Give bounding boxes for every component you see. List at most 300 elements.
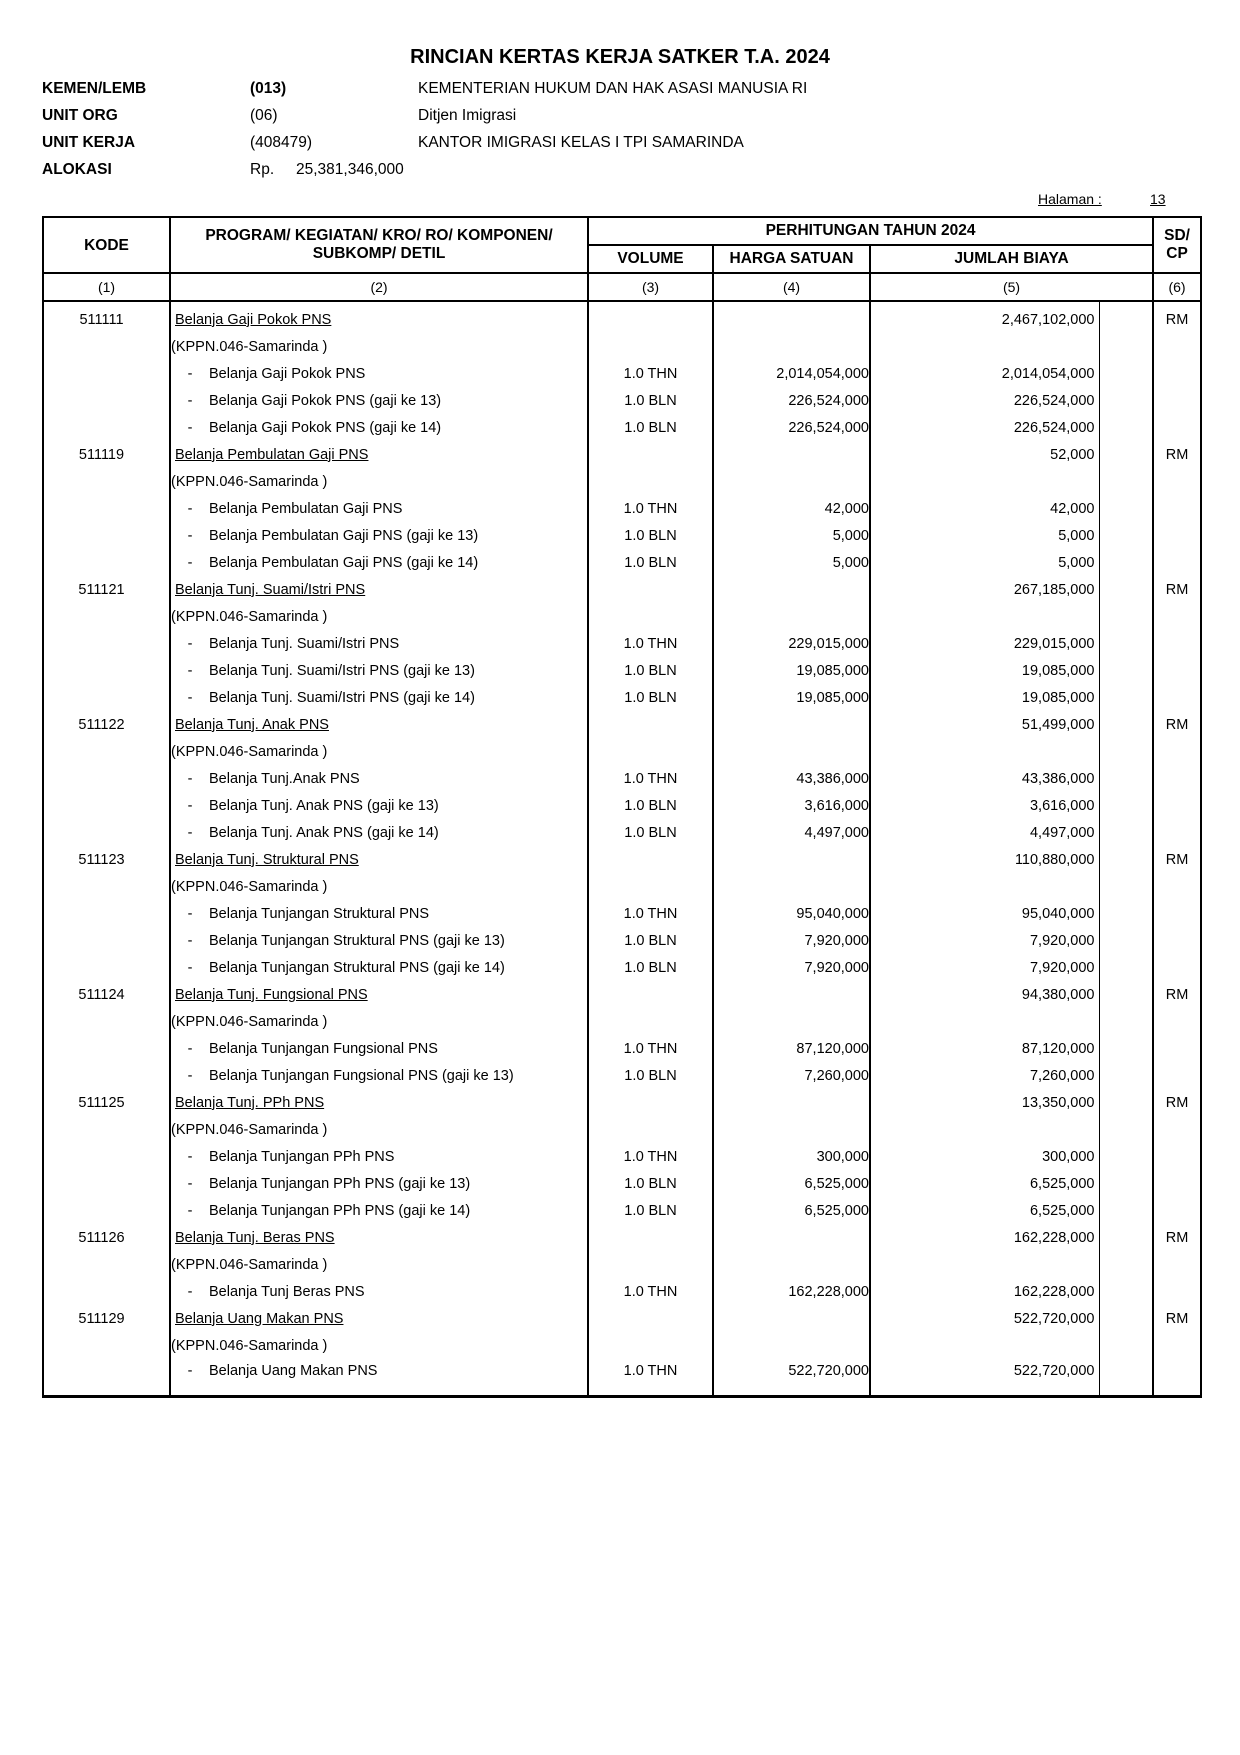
column-number: (3) — [588, 273, 713, 301]
dash-bullet: - — [187, 905, 193, 922]
detail-name: Belanja Tunj. Anak PNS (gaji ke 13) — [209, 797, 439, 814]
volume-cell-empty — [588, 333, 713, 360]
detail-harga-satuan: 4,497,000 — [713, 819, 870, 846]
dash-bullet: - — [187, 554, 193, 571]
spacer-cell — [1099, 1332, 1153, 1359]
account-name: Belanja Tunj. PPh PNS — [175, 1094, 325, 1111]
harga-cell-empty — [713, 1224, 870, 1251]
account-name: Belanja Tunj. Beras PNS — [175, 1229, 335, 1246]
kode-cell-empty — [43, 954, 170, 981]
volume-cell-empty — [588, 468, 713, 495]
sd-cell-empty — [1153, 1197, 1201, 1224]
spacer-cell — [1099, 954, 1153, 981]
kode-cell-empty — [43, 495, 170, 522]
harga-cell-empty — [713, 873, 870, 900]
account-name: Belanja Tunj. Struktural PNS — [175, 851, 359, 868]
volume-cell-empty — [588, 738, 713, 765]
detail-row — [43, 900, 1201, 927]
detail-name-cell — [170, 1197, 588, 1224]
detail-harga-satuan: 2,014,054,000 — [713, 360, 870, 387]
dash-bullet: - — [187, 1175, 193, 1192]
kppn-row — [43, 468, 1201, 495]
detail-volume: 1.0 BLN — [588, 792, 713, 819]
harga-cell-empty — [713, 711, 870, 738]
kode-cell-empty — [43, 468, 170, 495]
kppn-row — [43, 738, 1201, 765]
kode-cell-empty — [43, 900, 170, 927]
kode-cell-empty — [43, 1359, 170, 1397]
kode-cell-empty — [43, 657, 170, 684]
account-code: 511121 — [43, 576, 170, 603]
detail-name: Belanja Tunj.Anak PNS — [209, 770, 360, 787]
account-total: 2,467,102,000 — [870, 301, 1099, 333]
harga-cell-empty — [713, 1008, 870, 1035]
detail-row — [43, 792, 1201, 819]
detail-volume: 1.0 BLN — [588, 414, 713, 441]
jumlah-cell-empty — [870, 738, 1099, 765]
account-code: 511123 — [43, 846, 170, 873]
detail-volume: 1.0 BLN — [588, 927, 713, 954]
kppn-row — [43, 333, 1201, 360]
account-name: Belanja Pembulatan Gaji PNS — [175, 446, 369, 463]
spacer-cell — [1099, 1224, 1153, 1251]
kode-cell-empty — [43, 1143, 170, 1170]
account-row — [43, 301, 1201, 333]
dash-bullet: - — [187, 1283, 193, 1300]
program-header: PROGRAM/ KEGIATAN/ KRO/ RO/ KOMPONEN/ SUBKOMP/ DETIL — [170, 217, 588, 273]
volume-cell-empty — [588, 1224, 713, 1251]
sd-cell-empty — [1153, 1251, 1201, 1278]
dash-bullet: - — [187, 1067, 193, 1084]
header-unit-kerja-row — [42, 134, 1192, 158]
detail-jumlah: 87,120,000 — [870, 1035, 1099, 1062]
detail-row — [43, 657, 1201, 684]
spacer-cell — [1099, 441, 1153, 468]
kppn-row — [43, 1251, 1201, 1278]
harga-cell-empty — [713, 1116, 870, 1143]
jumlah-cell-empty — [870, 1008, 1099, 1035]
kppn-row — [43, 873, 1201, 900]
detail-name-cell — [170, 1062, 588, 1089]
unit-kerja-label: UNIT KERJA — [42, 134, 136, 151]
sd-cell-empty — [1153, 765, 1201, 792]
detail-volume: 1.0 THN — [588, 900, 713, 927]
volume-header: VOLUME — [588, 245, 713, 273]
detail-row — [43, 1278, 1201, 1305]
kode-cell-empty — [43, 819, 170, 846]
detail-row — [43, 954, 1201, 981]
detail-jumlah: 19,085,000 — [870, 684, 1099, 711]
kemen-label: KEMEN/LEMB — [42, 80, 147, 97]
detail-volume: 1.0 BLN — [588, 819, 713, 846]
detail-harga-satuan: 7,260,000 — [713, 1062, 870, 1089]
spacer-cell — [1099, 1089, 1153, 1116]
kode-cell-empty — [43, 1278, 170, 1305]
detail-harga-satuan: 522,720,000 — [713, 1359, 870, 1397]
detail-harga-satuan: 229,015,000 — [713, 630, 870, 657]
kode-cell-empty — [43, 1008, 170, 1035]
budget-table — [42, 216, 1202, 1398]
detail-harga-satuan: 300,000 — [713, 1143, 870, 1170]
unit-org-label: UNIT ORG — [42, 107, 118, 124]
sd-cell-empty — [1153, 792, 1201, 819]
spacer-cell — [1099, 1359, 1153, 1397]
detail-row — [43, 387, 1201, 414]
detail-name-cell — [170, 765, 588, 792]
detail-jumlah: 3,616,000 — [870, 792, 1099, 819]
spacer-cell — [1099, 522, 1153, 549]
detail-name: Belanja Tunjangan Struktural PNS (gaji ke 14) — [209, 959, 505, 976]
kode-cell-empty — [43, 522, 170, 549]
column-number: (1) — [43, 273, 170, 301]
detail-name: Belanja Tunjangan PPh PNS — [209, 1148, 395, 1165]
account-name: Belanja Uang Makan PNS — [175, 1310, 344, 1327]
detail-name-cell — [170, 900, 588, 927]
harga-cell-empty — [713, 603, 870, 630]
alokasi-prefix: Rp. — [250, 161, 275, 178]
sd-cell-empty — [1153, 1062, 1201, 1089]
detail-jumlah: 226,524,000 — [870, 387, 1099, 414]
account-code: 511124 — [43, 981, 170, 1008]
detail-name-cell — [170, 954, 588, 981]
jumlah-cell-empty — [870, 1251, 1099, 1278]
spacer-cell — [1099, 549, 1153, 576]
account-code: 511129 — [43, 1305, 170, 1332]
sd-cell-empty — [1153, 684, 1201, 711]
detail-harga-satuan: 95,040,000 — [713, 900, 870, 927]
detail-name-cell — [170, 549, 588, 576]
detail-name: Belanja Pembulatan Gaji PNS — [209, 500, 403, 517]
sd-cell-empty — [1153, 1035, 1201, 1062]
account-code: 511122 — [43, 711, 170, 738]
dash-bullet: - — [187, 635, 193, 652]
kppn-label: (KPPN.046-Samarinda ) — [170, 1332, 588, 1359]
kode-cell-empty — [43, 549, 170, 576]
harga-cell-empty — [713, 846, 870, 873]
harga-cell-empty — [713, 576, 870, 603]
kppn-label: (KPPN.046-Samarinda ) — [170, 873, 588, 900]
detail-name: Belanja Uang Makan PNS — [209, 1363, 378, 1379]
volume-cell-empty — [588, 1116, 713, 1143]
volume-cell-empty — [588, 441, 713, 468]
dash-bullet: - — [187, 365, 193, 382]
detail-row — [43, 630, 1201, 657]
jumlah-biaya-header: JUMLAH BIAYA — [870, 245, 1153, 273]
detail-row — [43, 765, 1201, 792]
sd-cell-empty — [1153, 1143, 1201, 1170]
account-source: RM — [1153, 1305, 1201, 1332]
spacer-cell — [1099, 684, 1153, 711]
account-total: 162,228,000 — [870, 1224, 1099, 1251]
spacer-cell — [1099, 603, 1153, 630]
detail-name-cell — [170, 387, 588, 414]
account-name-cell — [170, 1089, 588, 1116]
kode-cell-empty — [43, 1170, 170, 1197]
kemen-code: (013) — [250, 80, 287, 97]
detail-row — [43, 684, 1201, 711]
kode-cell-empty — [43, 414, 170, 441]
account-name-cell — [170, 1305, 588, 1332]
detail-name: Belanja Pembulatan Gaji PNS (gaji ke 14) — [209, 554, 479, 571]
detail-row — [43, 1197, 1201, 1224]
spacer-cell — [1099, 765, 1153, 792]
detail-name: Belanja Tunjangan PPh PNS (gaji ke 14) — [209, 1202, 471, 1219]
kppn-label: (KPPN.046-Samarinda ) — [170, 1008, 588, 1035]
sd-cell-empty — [1153, 495, 1201, 522]
unit-org-code: (06) — [250, 107, 278, 124]
account-code: 511126 — [43, 1224, 170, 1251]
detail-harga-satuan: 162,228,000 — [713, 1278, 870, 1305]
spacer-cell — [1099, 846, 1153, 873]
detail-volume: 1.0 BLN — [588, 684, 713, 711]
detail-row — [43, 1170, 1201, 1197]
detail-jumlah: 95,040,000 — [870, 900, 1099, 927]
header-kemen-row — [42, 80, 1192, 104]
volume-cell-empty — [588, 301, 713, 333]
column-number: (4) — [713, 273, 870, 301]
detail-name: Belanja Tunjangan Fungsional PNS — [209, 1040, 438, 1057]
detail-jumlah: 42,000 — [870, 495, 1099, 522]
detail-name: Belanja Tunjangan Struktural PNS — [209, 905, 430, 922]
harga-cell-empty — [713, 738, 870, 765]
detail-name: Belanja Tunj. Anak PNS (gaji ke 14) — [209, 824, 439, 841]
header-alokasi-row — [42, 161, 1192, 185]
volume-cell-empty — [588, 1305, 713, 1332]
dash-bullet: - — [187, 392, 193, 409]
sd-cell-empty — [1153, 603, 1201, 630]
detail-row — [43, 549, 1201, 576]
perhitungan-header: PERHITUNGAN TAHUN 2024 — [588, 217, 1153, 245]
detail-harga-satuan: 6,525,000 — [713, 1197, 870, 1224]
kode-cell-empty — [43, 927, 170, 954]
detail-row — [43, 1359, 1201, 1397]
detail-name: Belanja Tunjangan Struktural PNS (gaji ke 13) — [209, 932, 505, 949]
spacer-cell — [1099, 414, 1153, 441]
dash-bullet: - — [187, 824, 193, 841]
dash-bullet: - — [187, 959, 193, 976]
detail-harga-satuan: 3,616,000 — [713, 792, 870, 819]
volume-cell-empty — [588, 981, 713, 1008]
page-title: RINCIAN KERTAS KERJA SATKER T.A. 2024 — [410, 46, 830, 68]
detail-row — [43, 495, 1201, 522]
dash-bullet: - — [187, 689, 193, 706]
account-row — [43, 576, 1201, 603]
volume-cell-empty — [588, 711, 713, 738]
detail-harga-satuan: 7,920,000 — [713, 954, 870, 981]
detail-harga-satuan: 42,000 — [713, 495, 870, 522]
detail-volume: 1.0 BLN — [588, 1062, 713, 1089]
account-name: Belanja Tunj. Suami/Istri PNS — [175, 581, 366, 598]
detail-jumlah: 43,386,000 — [870, 765, 1099, 792]
column-number: (2) — [170, 273, 588, 301]
spacer-cell — [1099, 1305, 1153, 1332]
account-source: RM — [1153, 846, 1201, 873]
dash-bullet: - — [187, 500, 193, 517]
kode-cell-empty — [43, 603, 170, 630]
detail-volume: 1.0 BLN — [588, 1197, 713, 1224]
column-number: (6) — [1153, 273, 1201, 301]
spacer-cell — [1099, 576, 1153, 603]
kode-header: KODE — [43, 217, 170, 273]
detail-jumlah: 522,720,000 — [870, 1359, 1099, 1397]
account-row — [43, 1089, 1201, 1116]
volume-cell-empty — [588, 576, 713, 603]
detail-harga-satuan: 226,524,000 — [713, 414, 870, 441]
kode-cell-empty — [43, 360, 170, 387]
account-source: RM — [1153, 711, 1201, 738]
spacer-cell — [1099, 711, 1153, 738]
sd-cell-empty — [1153, 1332, 1201, 1359]
kode-cell-empty — [43, 1116, 170, 1143]
detail-row — [43, 819, 1201, 846]
spacer-cell — [1099, 873, 1153, 900]
detail-volume: 1.0 THN — [588, 630, 713, 657]
sd-cell-empty — [1153, 549, 1201, 576]
detail-harga-satuan: 19,085,000 — [713, 684, 870, 711]
kode-cell-empty — [43, 684, 170, 711]
account-name-cell — [170, 711, 588, 738]
account-name-cell — [170, 981, 588, 1008]
detail-row — [43, 927, 1201, 954]
kppn-row — [43, 1008, 1201, 1035]
detail-name-cell — [170, 360, 588, 387]
account-source: RM — [1153, 1224, 1201, 1251]
detail-name: Belanja Tunjangan PPh PNS (gaji ke 13) — [209, 1175, 471, 1192]
sd-cell-empty — [1153, 522, 1201, 549]
kppn-label: (KPPN.046-Samarinda ) — [170, 738, 588, 765]
detail-row — [43, 1062, 1201, 1089]
volume-cell-empty — [588, 603, 713, 630]
sd-cell-empty — [1153, 1008, 1201, 1035]
detail-name-cell — [170, 495, 588, 522]
detail-name: Belanja Tunjangan Fungsional PNS (gaji ke 13) — [209, 1067, 514, 1084]
harga-cell-empty — [713, 1332, 870, 1359]
account-source: RM — [1153, 301, 1201, 333]
sd-cell-empty — [1153, 900, 1201, 927]
account-row — [43, 1224, 1201, 1251]
detail-harga-satuan: 7,920,000 — [713, 927, 870, 954]
spacer-cell — [1099, 819, 1153, 846]
detail-harga-satuan: 87,120,000 — [713, 1035, 870, 1062]
detail-jumlah: 6,525,000 — [870, 1197, 1099, 1224]
detail-volume: 1.0 BLN — [588, 954, 713, 981]
account-total: 267,185,000 — [870, 576, 1099, 603]
detail-volume: 1.0 THN — [588, 1035, 713, 1062]
sd-cell-empty — [1153, 738, 1201, 765]
dash-bullet: - — [187, 1363, 193, 1379]
detail-volume: 1.0 BLN — [588, 522, 713, 549]
jumlah-cell-empty — [870, 333, 1099, 360]
detail-volume: 1.0 BLN — [588, 549, 713, 576]
detail-row — [43, 414, 1201, 441]
detail-name-cell — [170, 684, 588, 711]
sd-cell-empty — [1153, 360, 1201, 387]
sdcp-header: SD/ CP — [1153, 217, 1201, 273]
harga-satuan-header: HARGA SATUAN — [713, 245, 870, 273]
spacer-cell — [1099, 738, 1153, 765]
account-total: 110,880,000 — [870, 846, 1099, 873]
detail-name-cell — [170, 657, 588, 684]
sd-cell-empty — [1153, 387, 1201, 414]
dash-bullet: - — [187, 662, 193, 679]
spacer-cell — [1099, 1251, 1153, 1278]
detail-name: Belanja Pembulatan Gaji PNS (gaji ke 13) — [209, 527, 479, 544]
volume-cell-empty — [588, 1332, 713, 1359]
harga-cell-empty — [713, 441, 870, 468]
detail-jumlah: 162,228,000 — [870, 1278, 1099, 1305]
detail-jumlah: 5,000 — [870, 522, 1099, 549]
kppn-label: (KPPN.046-Samarinda ) — [170, 1116, 588, 1143]
sd-cell-empty — [1153, 657, 1201, 684]
sd-cell-empty — [1153, 1359, 1201, 1397]
account-total: 522,720,000 — [870, 1305, 1099, 1332]
detail-harga-satuan: 226,524,000 — [713, 387, 870, 414]
detail-volume: 1.0 THN — [588, 1143, 713, 1170]
budget-table-body — [43, 301, 1201, 1397]
detail-volume: 1.0 BLN — [588, 657, 713, 684]
detail-jumlah: 2,014,054,000 — [870, 360, 1099, 387]
kode-cell-empty — [43, 1251, 170, 1278]
account-source: RM — [1153, 576, 1201, 603]
spacer-cell — [1099, 495, 1153, 522]
harga-cell-empty — [713, 301, 870, 333]
kode-cell-empty — [43, 1035, 170, 1062]
detail-jumlah: 300,000 — [870, 1143, 1099, 1170]
volume-cell-empty — [588, 846, 713, 873]
alokasi-value: 25,381,346,000 — [296, 161, 404, 178]
detail-name: Belanja Gaji Pokok PNS (gaji ke 13) — [209, 392, 442, 409]
sd-cell-empty — [1153, 333, 1201, 360]
detail-name: Belanja Tunj Beras PNS — [209, 1283, 365, 1300]
account-total: 94,380,000 — [870, 981, 1099, 1008]
kppn-row — [43, 1116, 1201, 1143]
harga-cell-empty — [713, 468, 870, 495]
detail-name: Belanja Gaji Pokok PNS (gaji ke 14) — [209, 419, 442, 436]
alokasi-label: ALOKASI — [42, 161, 112, 178]
jumlah-cell-empty — [870, 603, 1099, 630]
account-name-cell — [170, 576, 588, 603]
kode-cell-empty — [43, 792, 170, 819]
detail-row — [43, 360, 1201, 387]
account-code: 511119 — [43, 441, 170, 468]
dash-bullet: - — [187, 527, 193, 544]
account-code: 511125 — [43, 1089, 170, 1116]
detail-name-cell — [170, 1359, 588, 1397]
volume-cell-empty — [588, 1089, 713, 1116]
dash-bullet: - — [187, 932, 193, 949]
spacer-cell — [1099, 927, 1153, 954]
kode-cell-empty — [43, 333, 170, 360]
volume-cell-empty — [588, 873, 713, 900]
detail-harga-satuan: 5,000 — [713, 549, 870, 576]
sd-cell-empty — [1153, 414, 1201, 441]
jumlah-cell-empty — [870, 1116, 1099, 1143]
account-row — [43, 711, 1201, 738]
account-total: 51,499,000 — [870, 711, 1099, 738]
harga-cell-empty — [713, 1305, 870, 1332]
account-row — [43, 981, 1201, 1008]
detail-name-cell — [170, 927, 588, 954]
sd-cell-empty — [1153, 630, 1201, 657]
spacer-cell — [1099, 301, 1153, 333]
spacer-cell — [1099, 1278, 1153, 1305]
jumlah-cell-empty — [870, 468, 1099, 495]
detail-row — [43, 522, 1201, 549]
dash-bullet: - — [187, 1040, 193, 1057]
kode-cell-empty — [43, 1197, 170, 1224]
detail-volume: 1.0 THN — [588, 495, 713, 522]
account-code: 511111 — [43, 301, 170, 333]
